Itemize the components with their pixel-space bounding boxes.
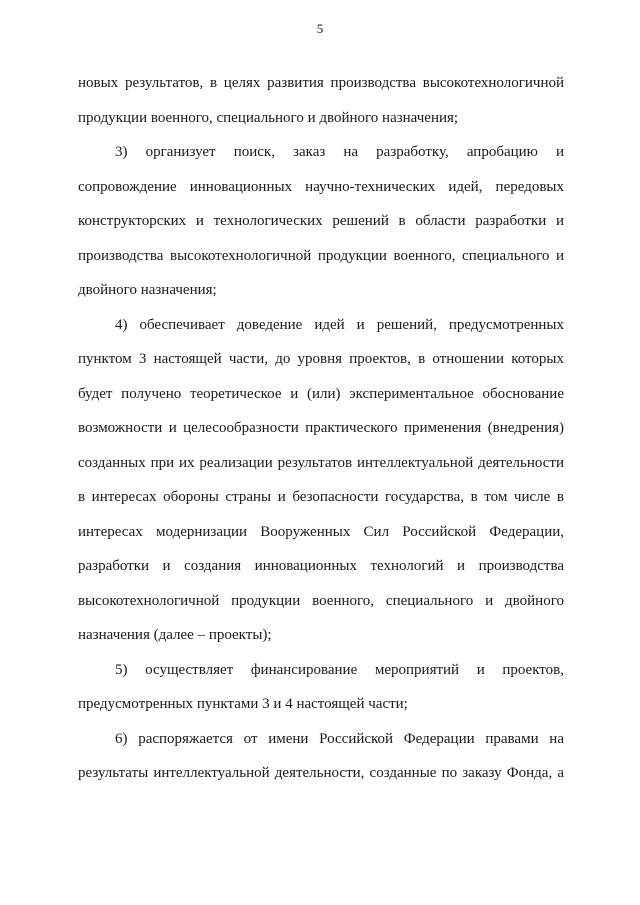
text-line: высокотехнологичной продукции военного, специального и двойного <box>78 592 564 609</box>
text-line: 3) организует поиск, заказ на разработку, апробацию и <box>115 144 564 160</box>
text-line: разработки и создания инновационных технологий и производства <box>78 558 564 574</box>
text-line: интересах модернизации Вооруженных Сил Российской Федерации, <box>78 523 564 540</box>
text-line: 4) обеспечивает доведение идей и решений, предусмотренных <box>115 316 564 333</box>
text-line: производства высокотехнологичной продукции военного, специального и <box>78 247 564 264</box>
text-line: предусмотренных пунктами 3 и 4 настоящей части; <box>78 696 408 712</box>
page-number: 5 <box>316 21 324 36</box>
text-line: новых результатов, в целях развития производства высокотехнологичной <box>78 75 564 91</box>
text-line: продукции военного, специального и двойного назначения; <box>78 109 459 126</box>
text-line: созданных при их реализации результатов интеллектуальной деятельности <box>78 454 564 471</box>
text-line: конструкторских и технологических решений в области разработки и <box>78 213 564 229</box>
text-line: 5) осуществляет финансирование мероприятий и проектов, <box>115 661 564 678</box>
text-line: двойного назначения; <box>78 282 217 298</box>
text-line: сопровождение инновационных научно-технических идей, передовых <box>78 178 564 195</box>
text-line: 6) распоряжается от имени Российской Федерации правами на <box>115 730 564 747</box>
text-line: будет получено теоретическое и (или) экспериментальное обоснование <box>78 385 564 402</box>
text-line: результаты интеллектуальной деятельности, созданные по заказу Фонда, а <box>78 765 564 781</box>
text-line: возможности и целесообразности практического применения (внедрения) <box>78 420 564 436</box>
text-line: пунктом 3 настоящей части, до уровня проектов, в отношении которых <box>78 351 564 367</box>
text-line: назначения (далее – проекты); <box>78 627 272 643</box>
text-line: в интересах обороны страны и безопасности государства, в том числе в <box>78 489 564 505</box>
document-body <box>78 66 564 791</box>
